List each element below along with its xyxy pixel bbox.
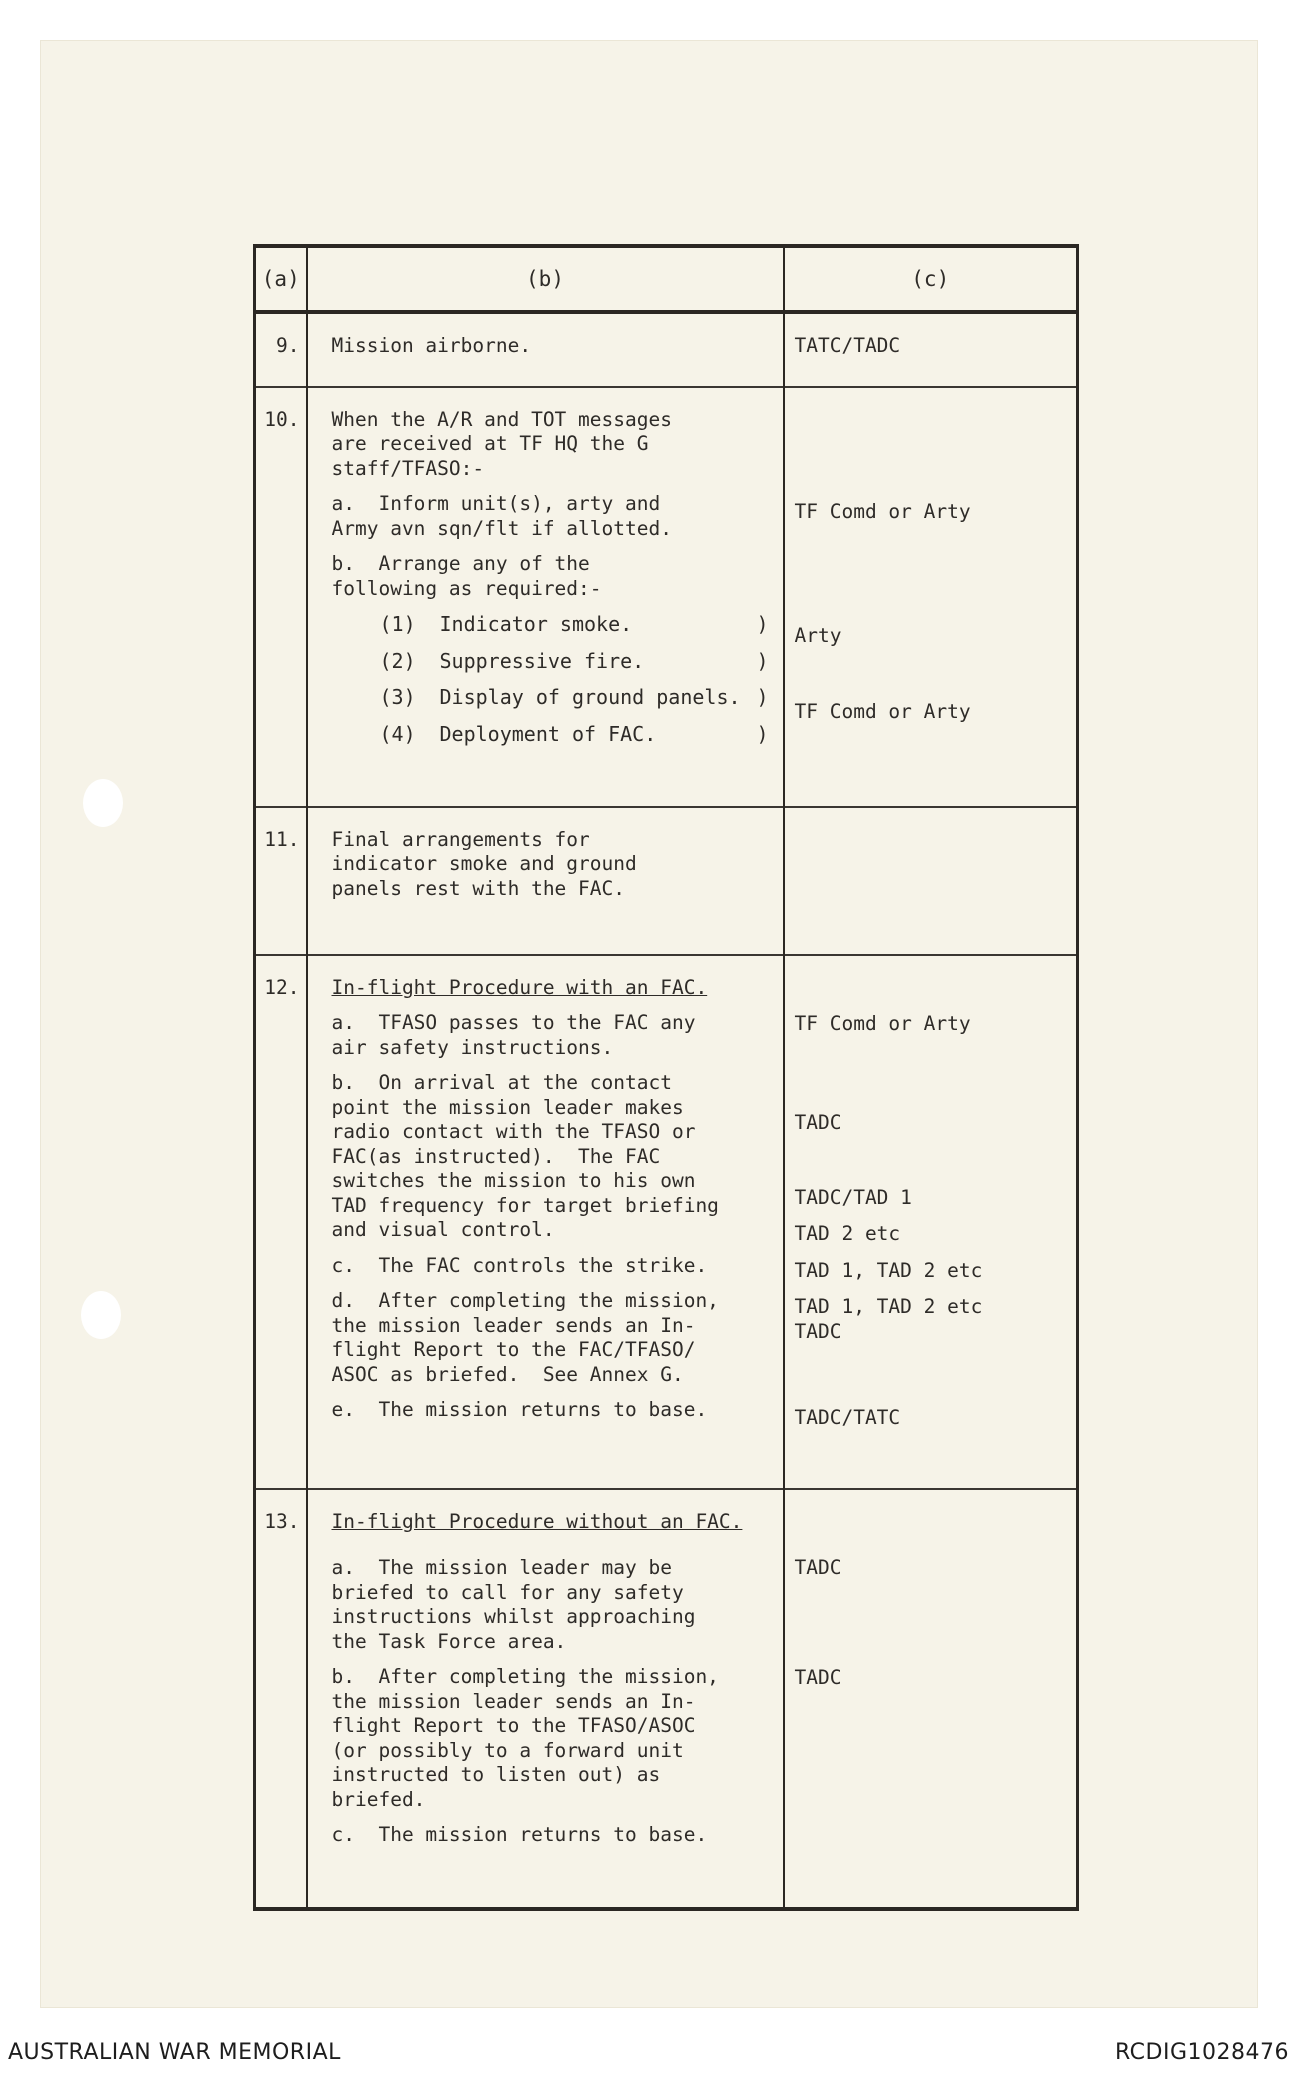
section-heading: In-flight Procedure with an FAC. <box>331 975 708 999</box>
row-responsibility: TATC/TADC <box>784 312 1078 387</box>
row-number: 11. <box>255 807 307 955</box>
footer-archive-name: AUSTRALIAN WAR MEMORIAL <box>8 2040 341 2065</box>
paragraph-a: a. TFASO passes to the FAC any air safety instructions. <box>331 1011 696 1059</box>
table-row-12 <box>255 955 1078 1489</box>
header-row <box>255 246 1078 312</box>
table-row-13 <box>255 1489 1078 1909</box>
row-number: 13. <box>255 1489 307 1909</box>
row-number: 10. <box>255 387 307 807</box>
procedure-table <box>253 244 1079 1911</box>
paragraph-e: e. The mission returns to base. <box>331 1398 708 1421</box>
column-b-header: (b) <box>307 246 784 312</box>
row-text <box>307 387 784 807</box>
list-item: (2) Suppressive fire. ) <box>379 648 769 673</box>
row-responsibility: TF Comd or Arty Arty TF Comd or Arty <box>784 387 1078 807</box>
column-c-header: (c) <box>784 246 1078 312</box>
list-item: (1) Indicator smoke. ) <box>379 612 769 636</box>
paragraph-b: b. After completing the mission, the mission leader sends an In- flight Report to the TFASO/ASOC (or possibly to a forward unit instructed to listen out) as briefed. <box>331 1665 719 1811</box>
paragraph-intro: When the A/R and TOT messages are received at TF HQ the G staff/TFASO:- <box>331 407 672 480</box>
row-responsibility: TF Comd or Arty TADC TADC/TAD 1 TAD 2 etc TAD 1, TAD 2 etc TAD 1, TAD 2 etc TADC TADC/TATC <box>784 955 1078 1489</box>
punch-hole-bottom <box>81 1291 121 1339</box>
paragraph-a: a. The mission leader may be briefed to call for any safety instructions whilst approaching the Task Force area. <box>331 1556 696 1653</box>
section-heading: In-flight Procedure without an FAC. <box>331 1509 743 1533</box>
paragraph-c: c. The FAC controls the strike. <box>331 1253 708 1277</box>
row-text <box>307 1489 784 1909</box>
column-a-header: (a) <box>255 246 307 312</box>
paragraph-c: c. The mission returns to base. <box>331 1823 708 1846</box>
paragraph-a: a. Inform unit(s), arty and Army avn sqn/flt if allotted. <box>331 492 672 540</box>
row-responsibility <box>784 807 1078 955</box>
row-number: 9. <box>255 312 307 387</box>
list-item: (3) Display of ground panels. ) <box>379 685 769 709</box>
row-text: Final arrangements for indicator smoke and ground panels rest with the FAC. <box>307 807 784 955</box>
row-text: Mission airborne. <box>307 312 784 387</box>
paragraph-d: d. After completing the mission, the mission leader sends an In- flight Report to the FAC/TFASO/ ASOC as briefed. See Annex G. <box>331 1289 719 1386</box>
footer-record-id: RCDIG1028476 <box>1114 2040 1289 2065</box>
paragraph-b: b. Arrange any of the following as required:- <box>331 552 602 600</box>
list-item: (4) Deployment of FAC. ) <box>379 721 769 746</box>
row-number: 12. <box>255 955 307 1489</box>
table-row-10 <box>255 387 1078 807</box>
table-row-11 <box>255 807 1078 955</box>
row-text <box>307 955 784 1489</box>
punch-hole-top <box>83 779 123 827</box>
row-responsibility: TADC TADC <box>784 1489 1078 1909</box>
paragraph-b: b. On arrival at the contact point the mission leader makes radio contact with the TFASO or FAC(as instructed). The FAC switches the mission to his own TAD frequency for target briefing and visual control. <box>331 1071 719 1241</box>
table-row-9 <box>255 312 1078 387</box>
